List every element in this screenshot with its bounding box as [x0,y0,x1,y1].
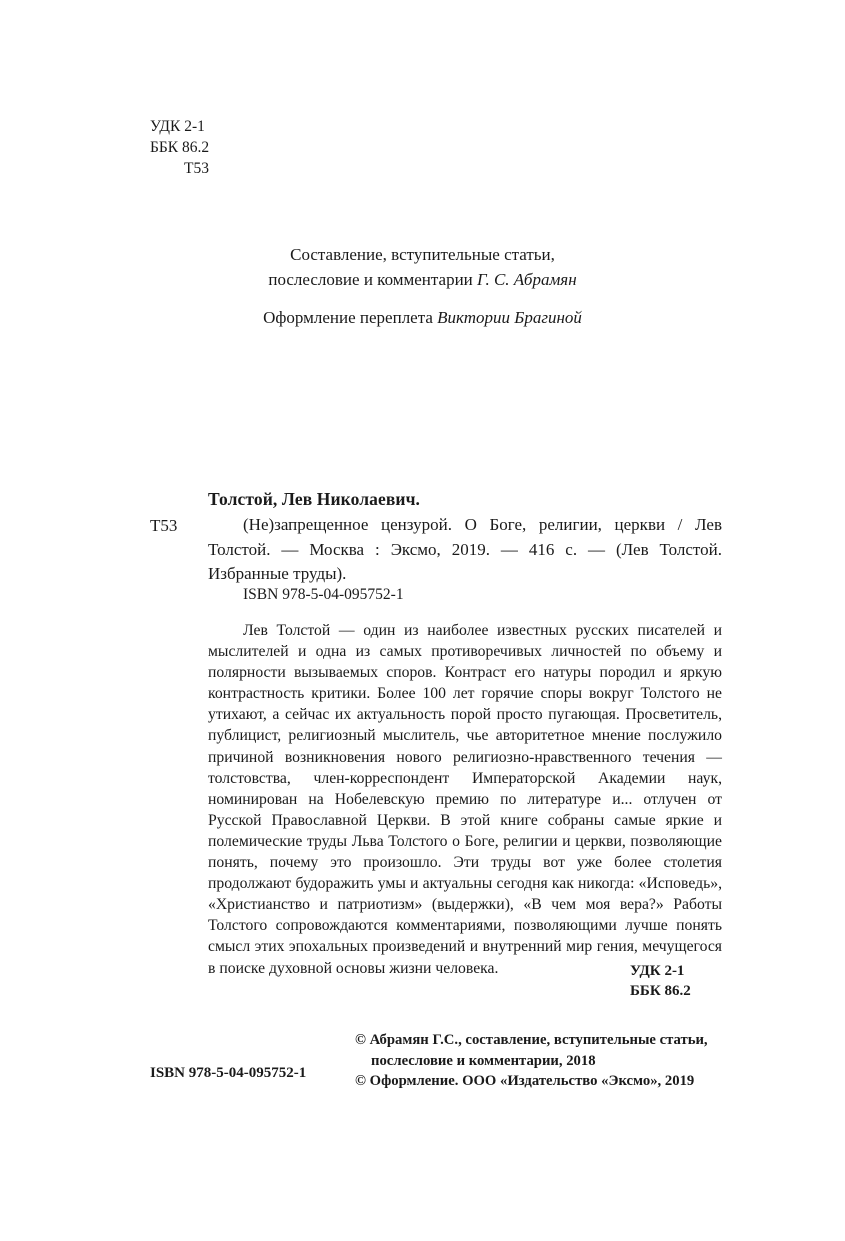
udk-code: УДК 2-1 [150,118,205,135]
cover-design-line [0,305,845,330]
entry-author: Толстой, Лев Николаевич. [208,489,421,509]
cover-prefix: Оформление переплета [263,308,433,327]
compiler-line-2 [0,267,845,292]
credits-block [0,242,845,330]
compiler-line-1: Составление, вступительные статьи, [290,245,555,264]
compiler-prefix: послесловие и комментарии [268,270,473,289]
annotation: Лев Толстой — один из наиболее известных русских писателей и мыслителей и одна из самых противоречивых личностей по объему и полярности вызываемых споров. Контраст его натуры породил и яркую контрастность критики. Более 100 лет горячие споры вокруг Толстого не утихают, а сейчас их актуальность порой просто пугающая. Просветитель, публицист, религиозный мыслитель, чье авторитетное мнение послужило причиной возникновения нового религиозно-нравственного течения — толстовства, член-корреспондент Императорской Академии наук, номинирован на Нобелевскую премию по литературе и... отлучен от Русской Православной Церкви. В этой книге собраны самые яркие и полемические труды Льва Толстого о Боге, религии и церкви, позволяющие понять, почему это произошло. Эти труды вот уже более столетия продолжают будоражить умы и актуальны сегодня как никогда: «Исповедь», «Христианство и патриотизм» (выдержки), «В чем моя вера?» Работы Толстого сопровождаются комментариями, позволяющими лучше понять смысл этих эпохальных произведений и внутренний мир гения, мечущегося в поиске духовной основы жизни человека. [208,622,722,977]
entry-udk: УДК 2-1 [630,963,685,979]
entry-bbk: ББК 86.2 [630,983,691,999]
entry-author-mark: Т53 [150,516,178,535]
entry-title: (Не)запрещенное цензурой. О Боге, религии, церкви / Лев Толстой. — Москва : Эксмо, 2019. — 416 с. — (Лев Толстой. Избранные труды). [208,515,722,583]
compiler-name: Г. С. Абрамян [477,270,577,289]
copyright-block [355,1030,735,1092]
entry-isbn: ISBN 978-5-04-095752-1 [243,586,404,603]
author-mark: Т53 [184,160,209,177]
copyright-compiler-line-2: послесловие и комментарии, 2018 [371,1052,596,1069]
classification-codes [150,116,209,179]
cover-designer-name: Виктории Брагиной [437,308,582,327]
copyright-compiler-line-1: © Абрамян Г.С., составление, вступительные статьи, [355,1032,708,1048]
copyright-design: © Оформление. ООО «Издательство «Эксмо», 2019 [355,1073,695,1089]
bbk-code: ББК 86.2 [150,139,210,156]
entry-classification [600,961,716,1001]
footer-isbn: ISBN 978-5-04-095752-1 [150,1065,307,1081]
